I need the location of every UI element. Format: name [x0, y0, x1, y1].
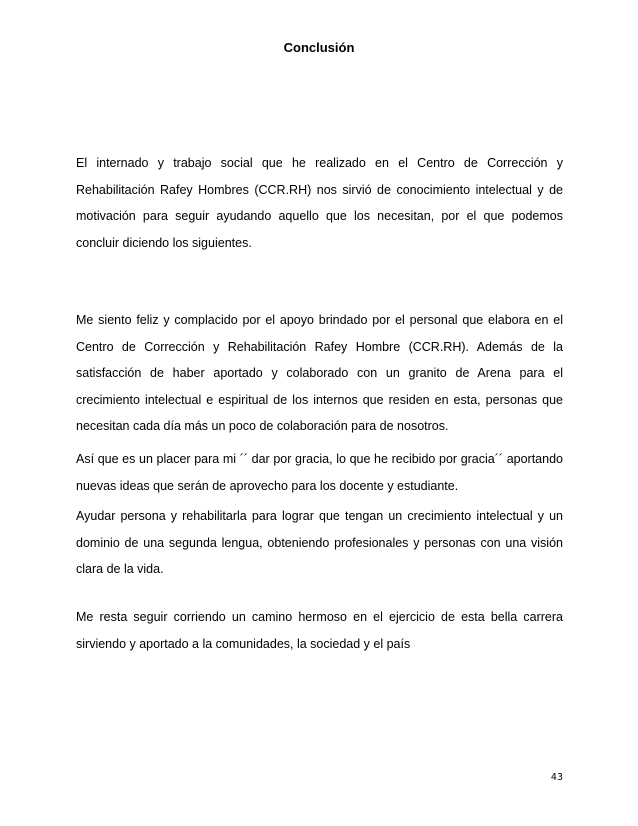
page-number: 43 — [550, 772, 563, 783]
page-title: Conclusión — [283, 40, 355, 55]
paragraph-closing: Me resta seguir corriendo un camino hermoso en el ejercicio de esta bella carrera sirviendo y aportado a la comunidades, la sociedad y el país — [76, 610, 563, 651]
paragraph-pleasure: Así que es un placer para mi ´´ dar por gracia, lo que he recibido por gracia´´ aportando nuevas ideas que serán de aprovecho para los docente y estudiante. — [76, 452, 563, 493]
paragraph-internship-summary: El internado y trabajo social que he realizado en el Centro de Corrección y Rehabilitación Rafey Hombres (CCR.RH) nos sirvió de conocimiento intelectual y de motivación para seguir ayudando aquello que los necesitan, por el que podemos concluir diciendo los siguientes. — [76, 156, 563, 250]
paragraph-help-rehabilitate: Ayudar persona y rehabilitarla para lograr que tengan un crecimiento intelectual y un dominio de una segunda lengua, obteniendo profesionales y personas con una visión clara de la vida. — [76, 509, 563, 576]
paragraph-gratitude: Me siento feliz y complacido por el apoyo brindado por el personal que elabora en el Centro de Corrección y Rehabilitación Rafey Hombre (CCR.RH). Además de la satisfacción de haber aportado y colaborado con un granito de Arena para el crecimiento intelectual e espiritual de los internos que residen en esta, personas que necesitan cada día más un poco de colaboración para de nosotros. — [76, 313, 563, 433]
